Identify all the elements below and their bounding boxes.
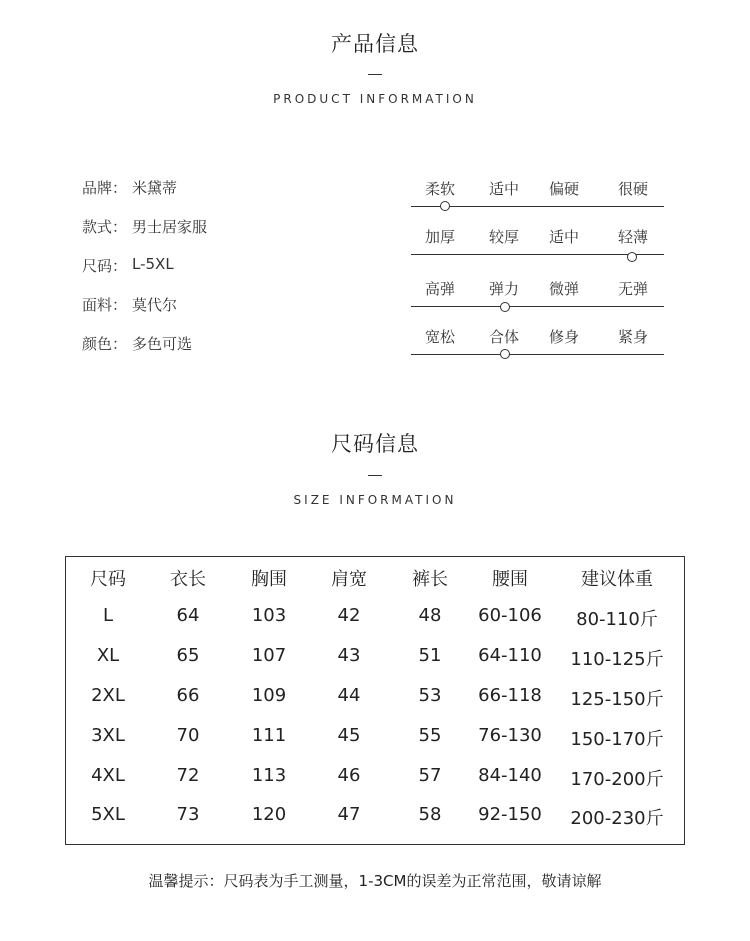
table-row — [66, 804, 686, 844]
size-info-subtitle: SIZE INFORMATION — [293, 493, 457, 507]
table-cell: 45 — [337, 725, 361, 746]
scale-label: 柔软 — [425, 180, 456, 198]
table-cell: 4XL — [91, 765, 125, 786]
scale-label: 无弹 — [618, 280, 649, 298]
table-cell: 113 — [251, 765, 287, 786]
scale-label: 合体 — [489, 328, 520, 346]
scale-marker — [627, 252, 637, 262]
product-info-list — [82, 177, 207, 372]
scale-label: 很硬 — [618, 180, 649, 198]
table-header-cell: 肩宽 — [331, 569, 367, 590]
table-header-cell: 衣长 — [170, 569, 206, 590]
table-cell: 107 — [251, 645, 287, 666]
table-cell: 51 — [418, 645, 442, 666]
table-header-cell: 胸围 — [251, 569, 287, 590]
scale-label: 弹力 — [489, 280, 520, 298]
info-row-fabric — [82, 294, 207, 333]
table-header-cell: 建议体重 — [581, 569, 653, 590]
table-cell: 65 — [176, 645, 200, 666]
table-cell: 53 — [418, 685, 442, 706]
info-row-brand — [82, 177, 207, 216]
product-info-title: 产品信息 — [331, 32, 419, 56]
info-value: 莫代尔 — [132, 296, 178, 314]
table-cell: 125-150斤 — [570, 689, 664, 710]
scale-label: 宽松 — [425, 328, 456, 346]
scale-label: 适中 — [489, 180, 520, 198]
table-cell: XL — [96, 645, 120, 666]
table-cell: 46 — [337, 765, 361, 786]
table-cell: 64 — [176, 605, 200, 626]
table-cell: 73 — [176, 804, 200, 825]
table-header-cell: 裤长 — [412, 569, 448, 590]
table-cell: 120 — [251, 804, 287, 825]
table-cell: 48 — [418, 605, 442, 626]
info-row-color — [82, 333, 207, 372]
scale-label: 微弹 — [549, 280, 580, 298]
product-info-subtitle: PRODUCT INFORMATION — [273, 92, 477, 106]
table-header-cell: 尺码 — [90, 569, 126, 590]
table-cell: 150-170斤 — [570, 729, 664, 750]
scale-label: 轻薄 — [618, 228, 649, 246]
table-cell: 170-200斤 — [570, 769, 664, 790]
table-cell: 55 — [418, 725, 442, 746]
title-divider — [368, 74, 382, 75]
scale-marker — [440, 201, 450, 211]
table-cell: 58 — [418, 804, 442, 825]
table-cell: 80-110斤 — [576, 609, 658, 630]
table-cell: 66-118 — [478, 685, 542, 706]
table-cell: 70 — [176, 725, 200, 746]
scale-label: 紧身 — [618, 328, 649, 346]
table-cell: 66 — [176, 685, 200, 706]
table-cell: 5XL — [91, 804, 125, 825]
softness-scale — [411, 178, 664, 202]
table-cell: 44 — [337, 685, 361, 706]
info-key: 款式： — [82, 218, 128, 236]
scale-label: 适中 — [549, 228, 580, 246]
scale-label: 修身 — [549, 328, 580, 346]
info-value: 男士居家服 — [132, 218, 208, 236]
table-cell: 47 — [337, 804, 361, 825]
size-table — [65, 556, 685, 845]
table-row — [66, 645, 686, 685]
table-cell: 110-125斤 — [570, 649, 664, 670]
scale-line — [411, 306, 664, 307]
table-cell: 2XL — [91, 685, 125, 706]
info-key: 尺码： — [82, 257, 128, 275]
title-divider — [368, 475, 382, 476]
table-cell: 64-110 — [478, 645, 542, 666]
info-row-style — [82, 216, 207, 255]
elasticity-scale — [411, 278, 664, 302]
table-cell: 43 — [337, 645, 361, 666]
table-header-row — [66, 565, 686, 605]
table-cell: 60-106 — [478, 605, 542, 626]
table-cell: 103 — [251, 605, 287, 626]
table-row — [66, 685, 686, 725]
scale-label: 高弹 — [425, 280, 456, 298]
table-cell: 42 — [337, 605, 361, 626]
scale-marker — [500, 302, 510, 312]
table-cell: 76-130 — [478, 725, 542, 746]
table-cell: 57 — [418, 765, 442, 786]
table-cell: 109 — [251, 685, 287, 706]
table-cell: 72 — [176, 765, 200, 786]
size-info-title: 尺码信息 — [331, 432, 419, 456]
scale-marker — [500, 349, 510, 359]
info-value: 多色可选 — [132, 335, 193, 353]
table-cell: 84-140 — [478, 765, 542, 786]
table-row — [66, 725, 686, 765]
table-cell: 111 — [251, 725, 287, 746]
scale-label: 较厚 — [489, 228, 520, 246]
scale-label: 加厚 — [425, 228, 456, 246]
table-row — [66, 765, 686, 805]
thickness-scale — [411, 226, 664, 250]
scale-line — [411, 254, 664, 255]
info-key: 品牌： — [82, 179, 128, 197]
table-row — [66, 605, 686, 645]
table-cell: 200-230斤 — [570, 808, 664, 829]
table-cell: 3XL — [91, 725, 125, 746]
info-value: 米黛蒂 — [132, 179, 178, 197]
measurement-note: 温馨提示：尺码表为手工测量，1-3CM的误差为正常范围，敬请谅解 — [148, 872, 602, 890]
table-cell: 92-150 — [478, 804, 542, 825]
scale-label: 偏硬 — [549, 180, 580, 198]
table-header-cell: 腰围 — [492, 569, 528, 590]
info-key: 颜色： — [82, 335, 128, 353]
info-row-size — [82, 255, 207, 294]
info-value: L-5XL — [132, 255, 174, 273]
fit-scale — [411, 326, 664, 350]
table-cell: L — [102, 605, 114, 626]
scale-line — [411, 354, 664, 355]
info-key: 面料： — [82, 296, 128, 314]
